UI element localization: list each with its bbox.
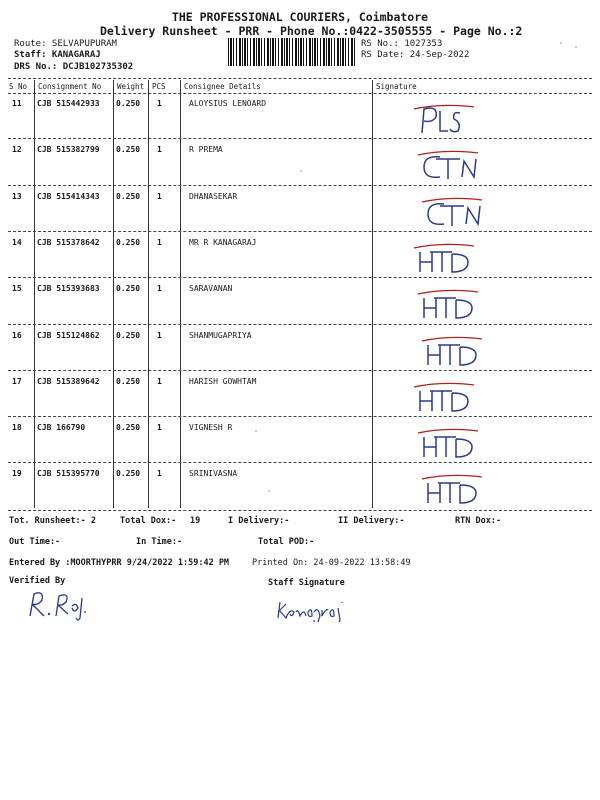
- tot-runsheet: Tot. Runsheet:- 2: [9, 516, 96, 526]
- row-weight: 0.250: [116, 469, 141, 479]
- handwritten-signature: [412, 381, 482, 421]
- signature-stroke: [466, 206, 480, 224]
- row-separator: [8, 277, 592, 278]
- signature-tick-stroke: [414, 105, 474, 109]
- staff-signature-label: Staff Signature: [268, 578, 345, 588]
- row-consignment-no: CJB 515389642: [37, 376, 100, 386]
- row-pcs: 1: [157, 237, 162, 247]
- row-weight: 0.250: [116, 284, 141, 294]
- rs-number: RS No.: 1027353: [361, 39, 443, 49]
- handwritten-signature: [412, 103, 482, 143]
- handwritten-signature: [420, 196, 490, 236]
- row-sno: 15: [12, 284, 22, 294]
- route-label: Route: SELVAPUPURAM: [14, 39, 117, 49]
- signature-tick-stroke: [422, 337, 482, 341]
- total-dox-label: Total Dox:-: [120, 516, 177, 526]
- row-separator: [8, 416, 592, 417]
- handwritten-signature: [416, 288, 486, 328]
- row-consignee: ALOYSIUS LENOARD: [189, 99, 267, 108]
- scan-speck: [300, 170, 302, 172]
- row-weight: 0.250: [116, 99, 141, 108]
- row-sno: 19: [12, 469, 22, 479]
- row-pcs: 1: [157, 145, 162, 155]
- footer-rule: [8, 510, 592, 511]
- col-divider: [34, 80, 35, 508]
- col-consignment: Consignment No: [38, 82, 102, 91]
- verified-by: Verified By: [9, 576, 66, 586]
- barcode: [228, 38, 356, 66]
- signature-stroke: [422, 108, 436, 133]
- row-pcs: 1: [157, 423, 162, 433]
- row-weight: 0.250: [116, 330, 141, 340]
- col-divider: [113, 80, 114, 508]
- row-separator: [8, 138, 592, 139]
- row-consignment-no: CJB 515393683: [37, 284, 100, 294]
- signature-stroke: [456, 439, 472, 457]
- row-sno: 16: [12, 330, 22, 340]
- signature-tick-stroke: [418, 291, 478, 295]
- row-consignee: SARAVANAN: [189, 284, 233, 294]
- header-top-rule: [8, 78, 592, 79]
- row-sno: 13: [12, 191, 22, 201]
- row-separator: [8, 462, 592, 463]
- row-separator: [8, 370, 592, 371]
- signature-stroke: [428, 345, 440, 365]
- company-title: THE PROFESSIONAL COURIERS, Coimbatore: [171, 10, 429, 24]
- row-weight: 0.250: [116, 237, 141, 247]
- col-pcs: PCS: [152, 82, 166, 91]
- handwritten-signature: [416, 427, 486, 467]
- handwritten-signature: [420, 473, 490, 513]
- scan-speck: [268, 490, 270, 492]
- col-divider: [372, 80, 373, 508]
- signature-stroke: [424, 437, 436, 457]
- col-divider: [180, 80, 181, 508]
- signature-stroke: [438, 345, 460, 365]
- total-pod: Total POD:-: [258, 537, 315, 547]
- row-pcs: 1: [157, 99, 162, 108]
- signature-stroke: [430, 391, 452, 411]
- signature-stroke: [424, 157, 440, 178]
- row-consignee: DHANASEKAR: [189, 191, 238, 201]
- signature-tick-stroke: [422, 476, 482, 480]
- staff-label: Staff: KANAGARAJ: [14, 50, 101, 60]
- row-consignment-no: CJB 515378642: [37, 237, 100, 247]
- row-weight: 0.250: [116, 423, 141, 433]
- signature-tick-stroke: [418, 152, 478, 156]
- row-consignee: SHANMUGAPRIYA: [189, 330, 252, 340]
- row-consignment-no: CJB 515382799: [37, 145, 100, 155]
- row-pcs: 1: [157, 469, 162, 479]
- verified-signature: [24, 588, 96, 622]
- signature-tick-stroke: [422, 198, 482, 202]
- runsheet-title: Delivery Runsheet - PRR - Phone No.:0422-3505555 - Page No.:2: [100, 24, 523, 38]
- signature-stroke: [438, 483, 460, 503]
- signature-stroke: [424, 298, 436, 318]
- rs-date: RS Date: 24-Sep-2022: [361, 50, 470, 60]
- signature-stroke: [460, 485, 476, 503]
- signature-tick-stroke: [418, 429, 478, 433]
- row-consignment-no: CJB 515124862: [37, 330, 100, 340]
- rtn-dox: RTN Dox:-: [455, 516, 502, 526]
- row-weight: 0.250: [116, 191, 141, 201]
- signature-stroke: [456, 300, 472, 318]
- signature-tick-stroke: [414, 383, 474, 387]
- row-consignee: R PREMA: [189, 145, 223, 155]
- row-consignment-no: CJB 515414343: [37, 191, 100, 201]
- row-consignment-no: CJB 515395770: [37, 469, 100, 479]
- printed-on: Printed On: 24-09-2022 13:58:49: [252, 558, 411, 568]
- row-consignment-no: CJB 166790: [37, 423, 86, 433]
- col-signature: Signature: [376, 82, 417, 91]
- row-weight: 0.250: [116, 145, 141, 155]
- header-bottom-rule: [8, 93, 592, 94]
- handwritten-signature: [412, 242, 482, 282]
- signature-stroke: [460, 347, 476, 365]
- handwritten-signature: [416, 149, 486, 189]
- signature-stroke: [430, 252, 452, 272]
- scan-speck: [575, 46, 577, 48]
- total-dox-value: 19: [190, 516, 201, 526]
- row-consignee: VIGNESH R: [189, 423, 233, 433]
- row-sno: 18: [12, 423, 22, 433]
- handwritten-signature: [420, 335, 490, 375]
- row-consignee: MR R KANAGARAJ: [189, 237, 257, 247]
- scan-speck: [255, 430, 257, 432]
- row-separator: [8, 185, 592, 186]
- in-time: In Time:-: [136, 537, 183, 547]
- row-consignee: HARISH GOWHTAM: [189, 376, 257, 386]
- signature-tick-stroke: [414, 244, 474, 248]
- row-consignee: SRINIVASNA: [189, 469, 238, 479]
- row-pcs: 1: [157, 376, 162, 386]
- signature-stroke: [436, 159, 460, 179]
- staff-handwritten-signature: [276, 594, 362, 622]
- signature-stroke: [462, 159, 476, 177]
- signature-stroke: [440, 206, 464, 226]
- signature-stroke: [434, 437, 456, 457]
- col-divider: [148, 80, 149, 508]
- signature-stroke: [428, 203, 444, 224]
- i-delivery: I Delivery:-: [228, 516, 290, 526]
- signature-stroke: [452, 254, 468, 272]
- signature-stroke: [428, 483, 440, 503]
- signature-stroke: [440, 111, 448, 131]
- out-time: Out Time:-: [9, 537, 61, 547]
- col-sno: S No: [9, 82, 28, 91]
- signature-stroke: [420, 252, 432, 272]
- signature-stroke: [450, 113, 460, 132]
- row-sno: 17: [12, 376, 22, 386]
- signature-stroke: [434, 298, 456, 318]
- col-weight: Weight: [117, 82, 145, 91]
- row-pcs: 1: [157, 330, 162, 340]
- row-pcs: 1: [157, 284, 162, 294]
- row-pcs: 1: [157, 191, 162, 201]
- entered-by: Entered By :MOORTHYPRR 9/24/2022 1:59:42 PM: [9, 558, 230, 568]
- col-consignee: Consignee Details: [184, 82, 261, 91]
- drs-number: DRS No.: DCJB102735302: [14, 62, 134, 72]
- row-separator: [8, 231, 592, 232]
- row-consignment-no: CJB 515442933: [37, 99, 100, 108]
- ii-delivery: II Delivery:-: [338, 516, 405, 526]
- row-sno: 11: [12, 99, 22, 108]
- signature-stroke: [452, 393, 468, 411]
- row-sno: 12: [12, 145, 22, 155]
- row-sno: 14: [12, 237, 22, 247]
- signature-stroke: [420, 391, 432, 411]
- row-separator: [8, 324, 592, 325]
- row-weight: 0.250: [116, 376, 141, 386]
- scan-speck: [560, 42, 562, 44]
